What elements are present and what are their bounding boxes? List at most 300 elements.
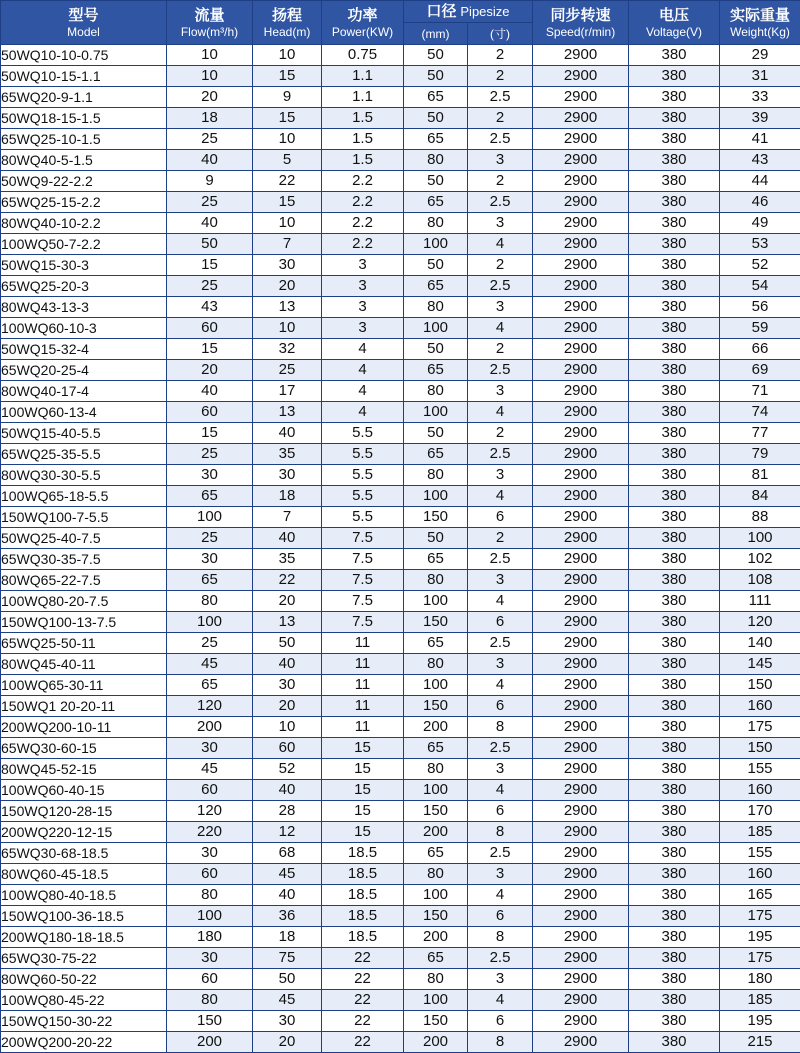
cell-flow: 9 [167,171,253,192]
cell-speed: 2900 [533,66,629,87]
cell-weight: 81 [720,465,800,486]
cell-power: 15 [322,801,404,822]
cell-pipe-inch: 3 [468,465,533,486]
cell-pipe-mm: 150 [404,507,468,528]
table-row [1,822,800,843]
cell-flow: 15 [167,423,253,444]
cell-weight: 88 [720,507,800,528]
cell-flow: 100 [167,906,253,927]
table-row [1,486,800,507]
cell-pipe-inch: 2.5 [468,444,533,465]
cell-voltage: 380 [629,612,720,633]
cell-weight: 46 [720,192,800,213]
cell-voltage: 380 [629,423,720,444]
cell-flow: 25 [167,633,253,654]
cell-pipe-mm: 50 [404,45,468,66]
cell-model: 80WQ40-17-4 [1,381,167,402]
cell-flow: 20 [167,360,253,381]
header-voltage-en: Voltage(V) [629,24,719,40]
cell-voltage: 380 [629,297,720,318]
cell-power: 15 [322,738,404,759]
cell-power: 11 [322,717,404,738]
cell-pipe-inch: 6 [468,906,533,927]
cell-pipe-mm: 150 [404,1011,468,1032]
cell-power: 5.5 [322,444,404,465]
cell-model: 65WQ30-60-15 [1,738,167,759]
cell-head: 30 [253,675,322,696]
cell-flow: 43 [167,297,253,318]
cell-flow: 30 [167,738,253,759]
cell-power: 4 [322,381,404,402]
cell-flow: 40 [167,150,253,171]
cell-voltage: 380 [629,255,720,276]
cell-speed: 2900 [533,129,629,150]
cell-flow: 80 [167,990,253,1011]
cell-head: 60 [253,738,322,759]
cell-pipe-inch: 2 [468,66,533,87]
header-speed-en: Speed(r/min) [533,24,628,40]
cell-voltage: 380 [629,507,720,528]
cell-speed: 2900 [533,171,629,192]
cell-speed: 2900 [533,255,629,276]
cell-voltage: 380 [629,108,720,129]
cell-pipe-mm: 50 [404,108,468,129]
cell-voltage: 380 [629,213,720,234]
cell-power: 22 [322,990,404,1011]
cell-head: 20 [253,276,322,297]
cell-pipe-inch: 2 [468,171,533,192]
cell-speed: 2900 [533,213,629,234]
table-row [1,87,800,108]
cell-weight: 215 [720,1032,800,1053]
cell-voltage: 380 [629,171,720,192]
cell-power: 11 [322,696,404,717]
cell-pipe-mm: 100 [404,402,468,423]
cell-voltage: 380 [629,759,720,780]
cell-weight: 77 [720,423,800,444]
cell-model: 65WQ20-9-1.1 [1,87,167,108]
cell-head: 50 [253,969,322,990]
cell-pipe-mm: 65 [404,549,468,570]
cell-power: 11 [322,633,404,654]
cell-speed: 2900 [533,738,629,759]
cell-pipe-mm: 80 [404,864,468,885]
cell-head: 40 [253,885,322,906]
cell-pipe-mm: 100 [404,675,468,696]
table-row [1,675,800,696]
cell-speed: 2900 [533,87,629,108]
cell-head: 45 [253,990,322,1011]
cell-flow: 120 [167,696,253,717]
cell-pipe-mm: 50 [404,255,468,276]
cell-model: 65WQ20-25-4 [1,360,167,381]
cell-model: 100WQ65-30-11 [1,675,167,696]
cell-pipe-mm: 65 [404,444,468,465]
cell-pipe-inch: 2.5 [468,87,533,108]
cell-pipe-mm: 80 [404,759,468,780]
cell-pipe-inch: 3 [468,969,533,990]
cell-pipe-inch: 4 [468,318,533,339]
cell-head: 45 [253,864,322,885]
cell-pipe-inch: 4 [468,675,533,696]
cell-pipe-inch: 2 [468,45,533,66]
cell-pipe-inch: 6 [468,1011,533,1032]
cell-voltage: 380 [629,150,720,171]
cell-model: 80WQ60-50-22 [1,969,167,990]
cell-head: 13 [253,612,322,633]
cell-model: 50WQ9-22-2.2 [1,171,167,192]
cell-flow: 60 [167,780,253,801]
cell-pipe-inch: 3 [468,654,533,675]
cell-model: 100WQ65-18-5.5 [1,486,167,507]
header-speed-cn: 同步转速 [533,6,628,24]
cell-head: 22 [253,171,322,192]
cell-speed: 2900 [533,1011,629,1032]
cell-model: 65WQ25-15-2.2 [1,192,167,213]
cell-speed: 2900 [533,822,629,843]
cell-power: 18.5 [322,864,404,885]
cell-voltage: 380 [629,528,720,549]
table-row [1,927,800,948]
cell-flow: 65 [167,675,253,696]
table-row [1,1032,800,1053]
table-row [1,948,800,969]
cell-voltage: 380 [629,885,720,906]
cell-flow: 180 [167,927,253,948]
cell-weight: 120 [720,612,800,633]
table-row [1,402,800,423]
table-row [1,255,800,276]
cell-power: 3 [322,255,404,276]
cell-weight: 195 [720,927,800,948]
table-row [1,696,800,717]
cell-voltage: 380 [629,381,720,402]
cell-voltage: 380 [629,696,720,717]
cell-power: 1.5 [322,129,404,150]
cell-weight: 165 [720,885,800,906]
table-row [1,801,800,822]
cell-speed: 2900 [533,528,629,549]
header-speed [533,1,629,45]
cell-model: 100WQ60-13-4 [1,402,167,423]
cell-voltage: 380 [629,87,720,108]
cell-pipe-inch: 3 [468,213,533,234]
header-weight [720,1,800,45]
cell-flow: 25 [167,276,253,297]
cell-model: 150WQ100-13-7.5 [1,612,167,633]
cell-flow: 20 [167,87,253,108]
cell-power: 22 [322,969,404,990]
cell-pipe-inch: 6 [468,507,533,528]
cell-power: 1.1 [322,87,404,108]
cell-head: 13 [253,402,322,423]
cell-speed: 2900 [533,759,629,780]
cell-head: 40 [253,654,322,675]
cell-power: 5.5 [322,486,404,507]
cell-model: 100WQ50-7-2.2 [1,234,167,255]
cell-pipe-inch: 3 [468,381,533,402]
cell-flow: 10 [167,45,253,66]
cell-speed: 2900 [533,843,629,864]
cell-flow: 60 [167,402,253,423]
cell-weight: 66 [720,339,800,360]
cell-speed: 2900 [533,444,629,465]
cell-weight: 160 [720,864,800,885]
cell-speed: 2900 [533,45,629,66]
cell-voltage: 380 [629,402,720,423]
cell-pipe-mm: 150 [404,612,468,633]
cell-weight: 31 [720,66,800,87]
cell-voltage: 380 [629,969,720,990]
cell-weight: 185 [720,822,800,843]
cell-pipe-inch: 2 [468,528,533,549]
cell-voltage: 380 [629,318,720,339]
cell-pipe-mm: 65 [404,87,468,108]
table-row [1,969,800,990]
cell-voltage: 380 [629,192,720,213]
header-pipesize [404,1,533,23]
cell-pipe-inch: 2 [468,423,533,444]
cell-voltage: 380 [629,276,720,297]
cell-speed: 2900 [533,150,629,171]
cell-flow: 65 [167,486,253,507]
table-row [1,549,800,570]
cell-head: 35 [253,549,322,570]
cell-power: 7.5 [322,591,404,612]
cell-flow: 30 [167,465,253,486]
cell-head: 40 [253,780,322,801]
cell-power: 7.5 [322,612,404,633]
cell-head: 10 [253,45,322,66]
cell-weight: 100 [720,528,800,549]
cell-power: 2.2 [322,213,404,234]
cell-weight: 108 [720,570,800,591]
cell-pipe-mm: 65 [404,738,468,759]
cell-voltage: 380 [629,444,720,465]
cell-head: 18 [253,927,322,948]
cell-flow: 80 [167,885,253,906]
cell-flow: 100 [167,612,253,633]
cell-pipe-mm: 65 [404,948,468,969]
cell-speed: 2900 [533,969,629,990]
cell-pipe-inch: 3 [468,150,533,171]
cell-flow: 25 [167,192,253,213]
cell-weight: 195 [720,1011,800,1032]
cell-head: 28 [253,801,322,822]
cell-pipe-mm: 50 [404,339,468,360]
cell-model: 150WQ100-36-18.5 [1,906,167,927]
table-row [1,612,800,633]
cell-weight: 43 [720,150,800,171]
cell-speed: 2900 [533,360,629,381]
cell-head: 10 [253,129,322,150]
cell-pipe-inch: 2.5 [468,129,533,150]
cell-voltage: 380 [629,927,720,948]
cell-pipe-inch: 4 [468,780,533,801]
cell-flow: 60 [167,969,253,990]
cell-pipe-mm: 80 [404,465,468,486]
header-head [253,1,322,45]
cell-speed: 2900 [533,549,629,570]
cell-weight: 170 [720,801,800,822]
cell-speed: 2900 [533,108,629,129]
cell-weight: 74 [720,402,800,423]
cell-pipe-inch: 2.5 [468,192,533,213]
cell-model: 80WQ60-45-18.5 [1,864,167,885]
cell-model: 100WQ80-40-18.5 [1,885,167,906]
cell-speed: 2900 [533,654,629,675]
table-row [1,780,800,801]
cell-power: 0.75 [322,45,404,66]
table-row [1,360,800,381]
cell-head: 30 [253,255,322,276]
cell-power: 18.5 [322,927,404,948]
header-power-en: Power(KW) [322,24,403,40]
cell-power: 7.5 [322,570,404,591]
cell-power: 4 [322,339,404,360]
cell-voltage: 380 [629,948,720,969]
table-row [1,465,800,486]
cell-power: 1.1 [322,66,404,87]
cell-head: 40 [253,528,322,549]
cell-model: 150WQ1 20-20-11 [1,696,167,717]
cell-pipe-mm: 65 [404,276,468,297]
cell-pipe-mm: 80 [404,654,468,675]
cell-weight: 49 [720,213,800,234]
cell-flow: 30 [167,843,253,864]
cell-weight: 52 [720,255,800,276]
cell-speed: 2900 [533,885,629,906]
cell-model: 200WQ220-12-15 [1,822,167,843]
cell-head: 13 [253,297,322,318]
cell-speed: 2900 [533,234,629,255]
cell-flow: 50 [167,234,253,255]
cell-pipe-inch: 8 [468,927,533,948]
table-row [1,66,800,87]
table-row [1,885,800,906]
cell-pipe-mm: 80 [404,297,468,318]
cell-power: 3 [322,297,404,318]
cell-weight: 39 [720,108,800,129]
cell-power: 2.2 [322,192,404,213]
cell-flow: 30 [167,549,253,570]
cell-power: 4 [322,360,404,381]
cell-power: 1.5 [322,108,404,129]
table-row [1,150,800,171]
cell-speed: 2900 [533,675,629,696]
cell-pipe-mm: 80 [404,213,468,234]
cell-head: 30 [253,465,322,486]
cell-power: 1.5 [322,150,404,171]
cell-pipe-mm: 100 [404,780,468,801]
table-body [1,45,800,1053]
cell-power: 22 [322,1032,404,1053]
cell-pipe-mm: 80 [404,570,468,591]
cell-flow: 15 [167,255,253,276]
cell-head: 15 [253,108,322,129]
table-row [1,633,800,654]
cell-pipe-mm: 200 [404,717,468,738]
cell-speed: 2900 [533,801,629,822]
cell-voltage: 380 [629,675,720,696]
cell-head: 12 [253,822,322,843]
cell-voltage: 380 [629,549,720,570]
table-row [1,843,800,864]
cell-model: 100WQ60-10-3 [1,318,167,339]
cell-flow: 60 [167,864,253,885]
header-voltage-cn: 电压 [629,6,719,24]
cell-voltage: 380 [629,843,720,864]
cell-voltage: 380 [629,822,720,843]
cell-power: 22 [322,948,404,969]
table-row [1,738,800,759]
header-model-cn: 型号 [1,6,166,24]
table-row [1,1011,800,1032]
cell-pipe-inch: 4 [468,486,533,507]
cell-power: 22 [322,1011,404,1032]
cell-model: 50WQ15-30-3 [1,255,167,276]
cell-pipe-mm: 80 [404,381,468,402]
cell-power: 2.2 [322,171,404,192]
table-row [1,759,800,780]
cell-model: 80WQ45-40-11 [1,654,167,675]
cell-flow: 200 [167,1032,253,1053]
header-pipesize-en: Pipesize [460,4,509,19]
cell-pipe-inch: 2.5 [468,633,533,654]
cell-head: 35 [253,444,322,465]
cell-voltage: 380 [629,66,720,87]
cell-voltage: 380 [629,360,720,381]
cell-head: 10 [253,318,322,339]
cell-head: 20 [253,1032,322,1053]
cell-pipe-mm: 150 [404,696,468,717]
cell-speed: 2900 [533,612,629,633]
cell-speed: 2900 [533,696,629,717]
cell-voltage: 380 [629,906,720,927]
cell-weight: 53 [720,234,800,255]
cell-power: 11 [322,675,404,696]
cell-weight: 84 [720,486,800,507]
header-pipesize-inch: (寸) [468,23,533,45]
table-row [1,570,800,591]
cell-pipe-mm: 50 [404,171,468,192]
header-weight-en: Weight(Kg) [720,24,800,40]
cell-voltage: 380 [629,1032,720,1053]
header-pipesize-mm: (mm) [404,23,468,45]
cell-pipe-mm: 150 [404,801,468,822]
table-row [1,192,800,213]
cell-weight: 175 [720,717,800,738]
cell-flow: 40 [167,213,253,234]
cell-power: 5.5 [322,465,404,486]
cell-power: 3 [322,318,404,339]
cell-weight: 155 [720,759,800,780]
cell-pipe-mm: 50 [404,528,468,549]
cell-speed: 2900 [533,486,629,507]
cell-weight: 175 [720,948,800,969]
cell-pipe-mm: 150 [404,906,468,927]
cell-head: 15 [253,66,322,87]
cell-pipe-inch: 2.5 [468,549,533,570]
cell-model: 50WQ15-40-5.5 [1,423,167,444]
cell-weight: 175 [720,906,800,927]
header-model [1,1,167,45]
cell-weight: 185 [720,990,800,1011]
cell-power: 18.5 [322,906,404,927]
cell-head: 50 [253,633,322,654]
cell-pipe-inch: 2 [468,108,533,129]
cell-pipe-inch: 2.5 [468,843,533,864]
